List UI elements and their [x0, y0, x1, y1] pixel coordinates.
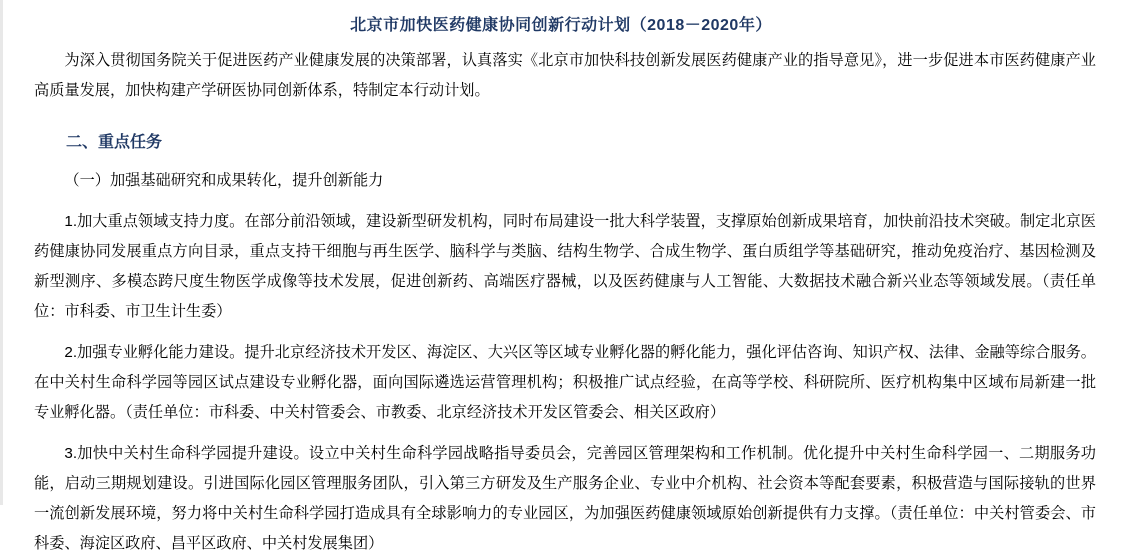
body-paragraph-1: 1.加大重点领域支持力度。在部分前沿领域，建设新型研发机构，同时布局建设一批大科学装置，支撑原始创新成果培育，加快前沿技术突破。制定北京医药健康协同发展重点方向目录，重点支持干细胞与再生医学、脑科学与类脑、结构生物学、合成生物学、蛋白质组学等基础研究，推动免疫治疗、基因检测及新型测序、多模态跨尺度生物医学成像等技术发展，促进创新药、高端医疗器械，以及医药健康与人工智能、大数据技术融合新兴业态等领域发展。（责任单位：市科委、市卫生计生委）: [34, 213, 1096, 320]
section-heading: 二、重点任务: [66, 134, 163, 151]
document-body: [0, 46, 1122, 559]
left-margin-rule: [0, 0, 3, 505]
body-paragraph-3: 3.加快中关村生命科学园提升建设。设立中关村生命科学园战略指导委员会，完善园区管理架构和工作机制。优化提升中关村生命科学园一、二期服务功能，启动三期规划建设。引进国际化园区管理服务团队，引入第三方研发及生产服务企业、专业中介机构、社会资本等配套要素，积极营造与国际接轨的世界一流创新发展环境，努力将中关村生命科学园打造成具有全球影响力的专业园区，为加强医药健康领域原始创新提供有力支撑。（责任单位：中关村管委会、市科委、海淀区政府、昌平区政府、中关村发展集团）: [34, 445, 1096, 552]
page-title: 北京市加快医药健康协同创新行动计划（2018－2020年）: [350, 17, 772, 34]
intro-paragraph: 为深入贯彻国务院关于促进医药产业健康发展的决策部署，认真落实《北京市加快科技创新发展医药健康产业的指导意见》，进一步促进本市医药健康产业高质量发展，加快构建产学研医协同创新体系，特制定本行动计划。: [34, 52, 1096, 99]
body-paragraph-2: 2.加强专业孵化能力建设。提升北京经济技术开发区、海淀区、大兴区等区域专业孵化器的孵化能力，强化评估咨询、知识产权、法律、金融等综合服务。在中关村生命科学园等园区试点建设专业孵化器，面向国际遴选运营管理机构；积极推广试点经验，在高等学校、科研院所、医疗机构集中区域布局新建一批专业孵化器。（责任单位：市科委、中关村管委会、市教委、北京经济技术开发区管委会、相关区政府）: [34, 344, 1096, 421]
sub-heading: （一）加强基础研究和成果转化，提升创新能力: [64, 172, 384, 189]
